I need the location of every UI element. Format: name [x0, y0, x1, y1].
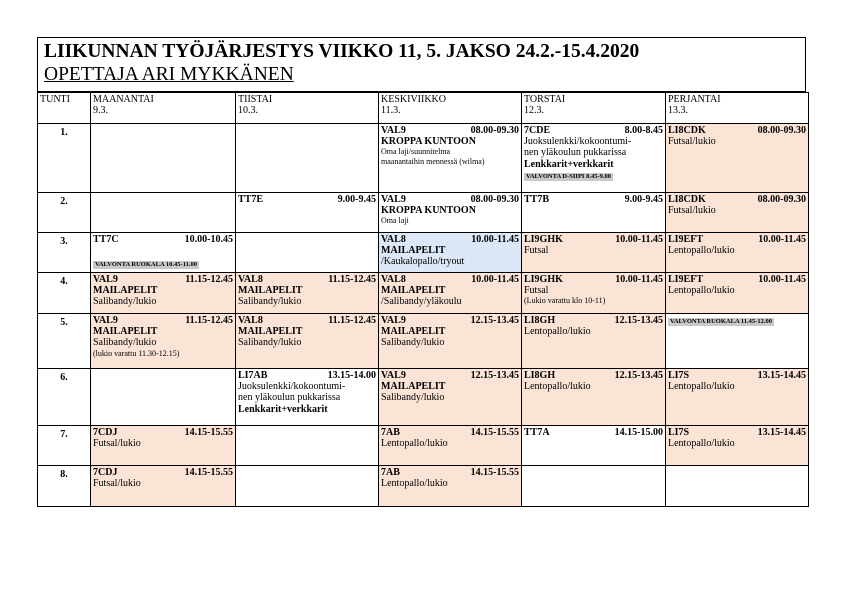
lesson-header — [93, 274, 233, 285]
lesson-detail: MAILAPELIT — [381, 245, 446, 257]
lesson-detail: Futsal/lukio — [93, 478, 141, 490]
lesson-group: LI8GH — [524, 315, 556, 326]
lesson-group: VAL9 — [381, 125, 406, 136]
lesson-detail: MAILAPELIT — [238, 285, 303, 297]
day-name: PERJANTAI — [668, 94, 721, 105]
lesson-time: 11.15-12.45 — [328, 315, 376, 326]
lesson-cell — [666, 193, 809, 233]
schedule-body — [38, 124, 809, 507]
header-day-wednesday — [379, 93, 522, 124]
lesson-time: 10.00-11.45 — [471, 274, 519, 285]
lesson-detail: Oma laji/suunnitelma — [381, 147, 451, 157]
lesson-time: 9.00-9.45 — [337, 194, 376, 205]
lesson-group: TT7E — [238, 194, 264, 205]
lesson-detail: nen yläkoulun pukkarissa — [238, 392, 341, 404]
lesson-header — [381, 234, 519, 245]
lesson-cell — [91, 193, 236, 233]
lesson-detail: Salibandy/lukio — [93, 296, 157, 308]
lesson-detail: Lentopallo/lukio — [381, 438, 448, 450]
lesson-detail: KROPPA KUNTOON — [381, 136, 476, 148]
supervision-badge: VALVONTA RUOKALA 10.45-11.00 — [95, 261, 197, 269]
lesson-detail: Lenkkarit+verkkarit — [524, 158, 614, 170]
lesson-group: 7CDE — [524, 125, 551, 136]
lesson-detail: Futsal/lukio — [93, 438, 141, 450]
lesson-header — [524, 315, 663, 326]
lesson-time: 13.15-14.45 — [757, 370, 806, 381]
lesson-time: 8.00-8.45 — [624, 125, 663, 136]
day-date: 12.3. — [524, 105, 544, 117]
lesson-detail: Salibandy/lukio — [381, 392, 445, 404]
lesson-cell — [522, 466, 666, 507]
lesson-cell — [666, 124, 809, 193]
lesson-header — [524, 370, 663, 381]
lesson-header — [524, 125, 663, 136]
lesson-header — [238, 370, 376, 381]
lesson-group: VAL9 — [93, 315, 118, 326]
supervision-badge: VALVONTA RUOKALA 11.45-12.00 — [670, 318, 772, 325]
lesson-cell — [236, 466, 379, 507]
lesson-detail: Juoksulenkki/kokoontumi- — [238, 381, 346, 393]
lesson-header — [238, 315, 376, 326]
lesson-cell — [522, 124, 666, 193]
lesson-group: 7AB — [381, 467, 400, 478]
lesson-cell — [522, 314, 666, 369]
lesson-detail: MAILAPELIT — [93, 326, 158, 338]
lesson-time: 14.15-15.55 — [470, 467, 519, 478]
lesson-detail: (Lukio varattu klo 10-11) — [524, 296, 606, 306]
day-date: 9.3. — [93, 105, 108, 117]
lesson-cell — [522, 426, 666, 466]
schedule-row — [38, 369, 809, 426]
schedule-row — [38, 314, 809, 369]
lesson-time: 12.15-13.45 — [470, 370, 519, 381]
day-date: 13.3. — [668, 105, 688, 117]
lesson-cell — [91, 124, 236, 193]
lesson-cell — [666, 426, 809, 466]
header-tunti: TUNTI — [38, 93, 91, 124]
day-name: TIISTAI — [238, 94, 273, 105]
lesson-header — [381, 274, 519, 285]
lesson-time: 10.00-10.45 — [184, 234, 233, 245]
period-number: 3. — [38, 233, 91, 273]
lesson-cell — [522, 233, 666, 273]
lesson-group: LI9GHK — [524, 234, 563, 245]
lesson-time: 12.15-13.45 — [470, 315, 519, 326]
lesson-cell — [522, 369, 666, 426]
lesson-cell — [91, 233, 236, 273]
lesson-group: TT7C — [93, 234, 119, 245]
lesson-group: VAL9 — [381, 315, 406, 326]
day-date: 11.3. — [381, 105, 401, 117]
lesson-cell — [379, 124, 522, 193]
lesson-cell — [379, 233, 522, 273]
lesson-time: 08.00-09.30 — [470, 125, 519, 136]
lesson-cell — [666, 466, 809, 507]
lesson-cell — [379, 466, 522, 507]
lesson-detail: MAILAPELIT — [381, 381, 446, 393]
lesson-time: 12.15-13.45 — [614, 315, 663, 326]
header-day-tuesday — [236, 93, 379, 124]
lesson-time: 10.00-11.45 — [758, 274, 806, 285]
lesson-group: LI8CDK — [668, 125, 706, 136]
lesson-time: 9.00-9.45 — [624, 194, 663, 205]
period-number: 6. — [38, 369, 91, 426]
lesson-cell — [666, 233, 809, 273]
lesson-cell — [666, 273, 809, 314]
lesson-header — [238, 194, 376, 205]
period-number: 5. — [38, 314, 91, 369]
lesson-detail: Lentopallo/lukio — [381, 478, 448, 490]
lesson-detail: Juoksulenkki/kokoontumi- — [524, 136, 632, 148]
lesson-detail: Futsal/lukio — [668, 136, 716, 148]
lesson-group: 7CDJ — [93, 467, 118, 478]
lesson-group: VAL9 — [381, 194, 406, 205]
schedule-title: LIIKUNNAN TYÖJÄRJESTYS VIIKKO 11, 5. JAKSO 24.2.-15.4.2020 — [44, 41, 640, 62]
lesson-cell — [236, 193, 379, 233]
lesson-header — [381, 315, 519, 326]
lesson-cell — [236, 314, 379, 369]
teacher-name: OPETTAJA ARI MYKKÄNEN — [44, 64, 294, 85]
lesson-cell — [236, 369, 379, 426]
lesson-detail: Salibandy/lukio — [238, 296, 302, 308]
lesson-group: 7CDJ — [93, 427, 118, 438]
lesson-header — [668, 234, 806, 245]
lesson-time: 14.15-15.55 — [470, 427, 519, 438]
day-name: MAANANTAI — [93, 94, 154, 105]
lesson-group: LI9EFT — [668, 234, 704, 245]
lesson-header — [93, 315, 233, 326]
header-day-thursday — [522, 93, 666, 124]
lesson-detail: Futsal — [524, 285, 549, 297]
lesson-time: 10.00-11.45 — [615, 274, 663, 285]
day-date: 10.3. — [238, 105, 258, 117]
schedule-row — [38, 193, 809, 233]
period-number: 8. — [38, 466, 91, 507]
lesson-time: 14.15-15.55 — [184, 427, 233, 438]
lesson-time: 10.00-11.45 — [471, 234, 519, 245]
lesson-time: 08.00-09.30 — [470, 194, 519, 205]
lesson-detail: maanantaihin mennessä (wilma) — [381, 156, 485, 166]
lesson-detail: Lentopallo/lukio — [668, 438, 735, 450]
lesson-detail: MAILAPELIT — [381, 326, 446, 338]
lesson-header — [381, 427, 519, 438]
lesson-group: LI9GHK — [524, 274, 563, 285]
lesson-header — [93, 467, 233, 478]
lesson-header — [93, 234, 233, 245]
lesson-time: 10.00-11.45 — [758, 234, 806, 245]
lesson-header — [381, 194, 519, 205]
lesson-header — [93, 427, 233, 438]
lesson-time: 12.15-13.45 — [614, 370, 663, 381]
lesson-group: VAL8 — [238, 315, 263, 326]
lesson-detail: Lentopallo/lukio — [668, 245, 735, 257]
lesson-time: 13.15-14.45 — [757, 427, 806, 438]
lesson-time: 10.00-11.45 — [615, 234, 663, 245]
lesson-cell — [379, 314, 522, 369]
lesson-cell — [91, 273, 236, 314]
lesson-detail: Salibandy/lukio — [381, 337, 445, 349]
lesson-time: 11.15-12.45 — [185, 315, 233, 326]
lesson-header — [381, 125, 519, 136]
schedule-row — [38, 124, 809, 193]
lesson-header — [668, 427, 806, 438]
lesson-header — [524, 274, 663, 285]
lesson-group: VAL8 — [381, 274, 406, 285]
lesson-detail: Lentopallo/lukio — [524, 326, 591, 338]
lesson-detail: nen yläkoulun pukkarissa — [524, 147, 627, 159]
lesson-cell — [236, 426, 379, 466]
schedule-table — [37, 92, 809, 507]
day-name: KESKIVIIKKO — [381, 94, 446, 105]
lesson-cell — [666, 369, 809, 426]
lesson-group: 7AB — [381, 427, 400, 438]
lesson-header — [668, 274, 806, 285]
lesson-cell — [379, 426, 522, 466]
lesson-cell — [666, 314, 809, 369]
lesson-cell — [91, 426, 236, 466]
lesson-cell — [379, 193, 522, 233]
period-number: 1. — [38, 124, 91, 193]
lesson-detail: Salibandy/lukio — [93, 337, 157, 349]
lesson-group: VAL9 — [381, 370, 406, 381]
lesson-cell — [91, 369, 236, 426]
lesson-time: 08.00-09.30 — [757, 194, 806, 205]
lesson-group: LI8GH — [524, 370, 556, 381]
lesson-detail: MAILAPELIT — [93, 285, 158, 297]
lesson-header — [238, 274, 376, 285]
lesson-group: TT7A — [524, 427, 550, 438]
lesson-header — [381, 467, 519, 478]
header-row — [38, 93, 809, 124]
lesson-group: LI8CDK — [668, 194, 706, 205]
lesson-cell — [236, 233, 379, 273]
schedule-row — [38, 466, 809, 507]
lesson-cell — [91, 466, 236, 507]
lesson-header — [524, 427, 663, 438]
lesson-group: VAL8 — [238, 274, 263, 285]
lesson-group: TT7B — [524, 194, 550, 205]
lesson-group: VAL8 — [381, 234, 406, 245]
schedule-row — [38, 426, 809, 466]
schedule-row — [38, 233, 809, 273]
title-box — [37, 37, 806, 92]
lesson-time: 11.15-12.45 — [328, 274, 376, 285]
lesson-detail: Futsal/lukio — [668, 205, 716, 217]
lesson-detail: Lentopallo/lukio — [668, 381, 735, 393]
lesson-detail: /Salibandy/yläkoulu — [381, 296, 462, 308]
header-day-monday — [91, 93, 236, 124]
lesson-detail: (lukio varattu 11.30-12.15) — [93, 348, 180, 358]
lesson-detail: /Kaukalopallo/tryout — [381, 256, 465, 268]
lesson-detail: MAILAPELIT — [381, 285, 446, 297]
lesson-cell — [236, 273, 379, 314]
lesson-detail: KROPPA KUNTOON — [381, 205, 476, 217]
lesson-group: LI7AB — [238, 370, 268, 381]
lesson-cell — [379, 273, 522, 314]
lesson-detail: Lenkkarit+verkkarit — [238, 403, 328, 415]
lesson-header — [668, 125, 806, 136]
lesson-time: 13.15-14.00 — [327, 370, 376, 381]
day-name: TORSTAI — [524, 94, 566, 105]
lesson-group: LI9EFT — [668, 274, 704, 285]
supervision-badge: VALVONTA D-SIIPI 8.45-9.00 — [526, 172, 611, 180]
lesson-detail: Salibandy/lukio — [238, 337, 302, 349]
lesson-group: VAL9 — [93, 274, 118, 285]
lesson-cell — [522, 193, 666, 233]
lesson-header — [524, 194, 663, 205]
lesson-header — [381, 370, 519, 381]
period-number: 7. — [38, 426, 91, 466]
lesson-detail: MAILAPELIT — [238, 326, 303, 338]
lesson-time: 14.15-15.00 — [614, 427, 663, 438]
lesson-time: 11.15-12.45 — [185, 274, 233, 285]
lesson-detail: Lentopallo/lukio — [524, 381, 591, 393]
lesson-cell — [91, 314, 236, 369]
period-number: 2. — [38, 193, 91, 233]
lesson-group: LI7S — [668, 427, 690, 438]
lesson-time: 08.00-09.30 — [757, 125, 806, 136]
lesson-cell — [236, 124, 379, 193]
lesson-cell — [522, 273, 666, 314]
schedule-row — [38, 273, 809, 314]
period-number: 4. — [38, 273, 91, 314]
lesson-detail: Futsal — [524, 245, 549, 257]
lesson-detail: Oma laji — [381, 216, 409, 226]
lesson-detail: Lentopallo/lukio — [668, 285, 735, 297]
header-day-friday — [666, 93, 809, 124]
lesson-group: LI7S — [668, 370, 690, 381]
lesson-header — [668, 370, 806, 381]
lesson-cell — [379, 369, 522, 426]
lesson-header — [668, 194, 806, 205]
lesson-header — [524, 234, 663, 245]
lesson-time: 14.15-15.55 — [184, 467, 233, 478]
